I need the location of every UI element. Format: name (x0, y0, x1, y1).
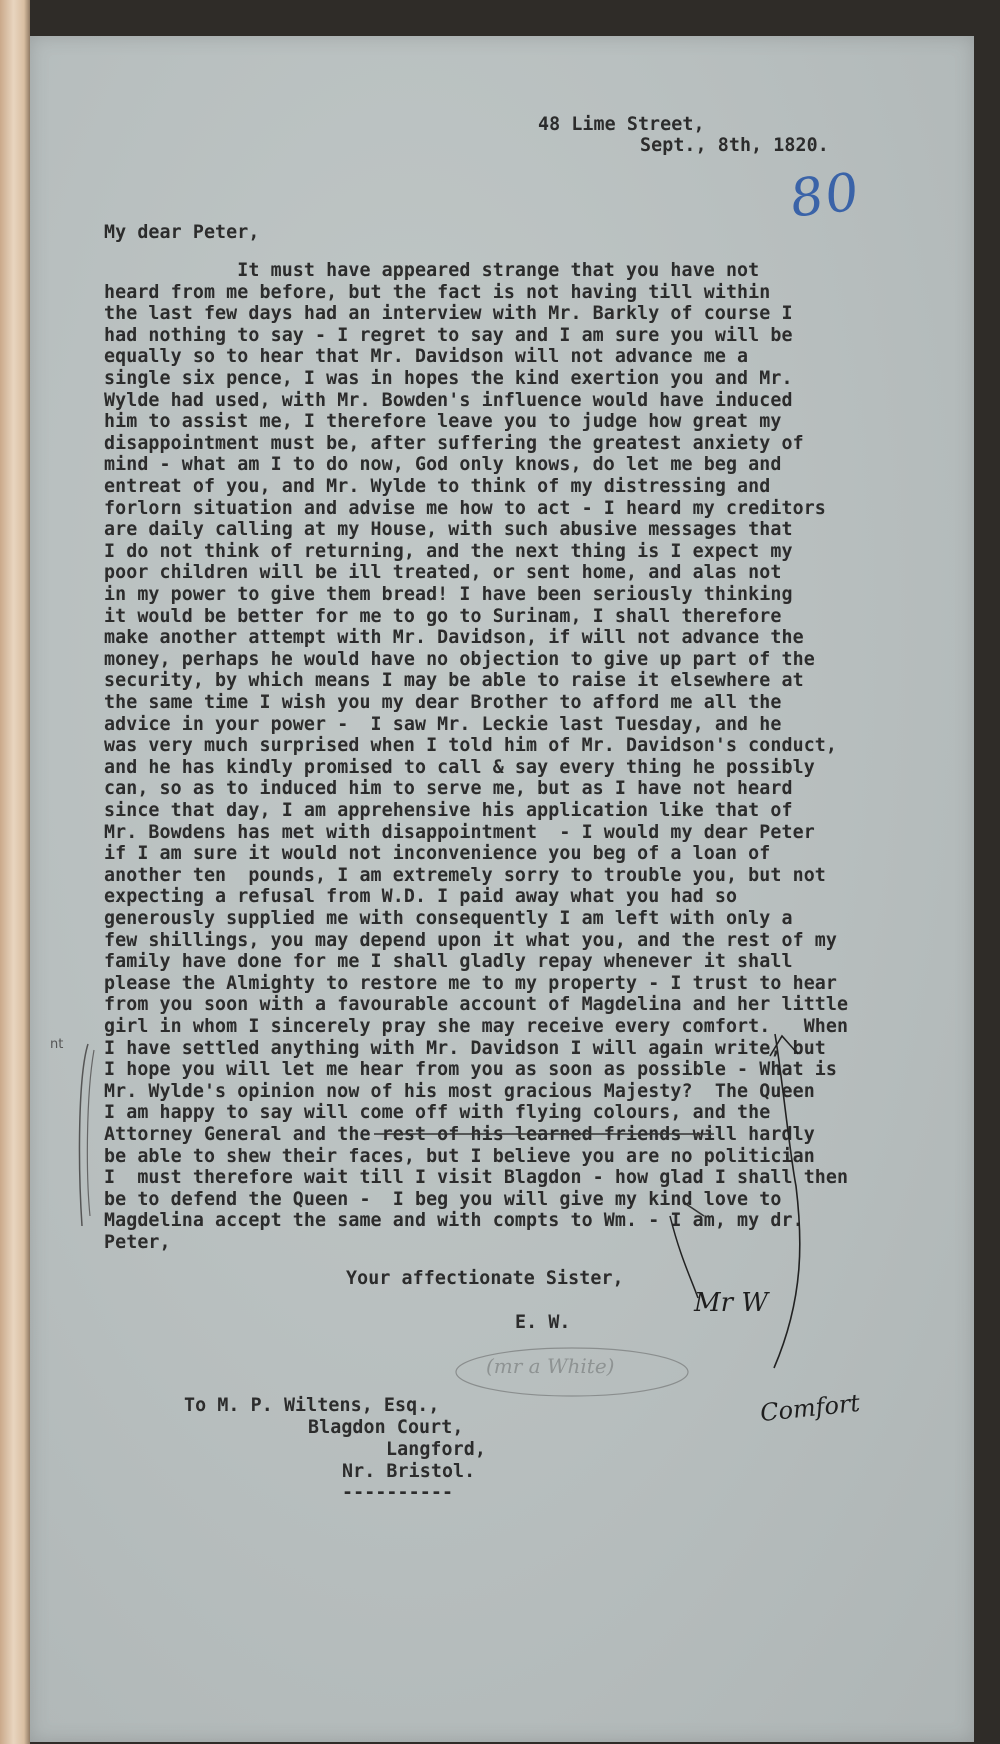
body-line: family have done for me I shall gladly repay whenever it shall (104, 951, 793, 973)
body-line: Magdelina accept the same and with compts to Wm. - I am, my dr. (104, 1210, 804, 1232)
body-line: girl in whom I sincerely pray she may receive every comfort. When (104, 1016, 849, 1037)
body-line: in my power to give them bread! I have been seriously thinking (104, 584, 793, 605)
body-line: another ten pounds, I am extremely sorry to trouble you, but not (104, 864, 826, 886)
body-line: it would be better for me to go to Surinam, I shall therefore (104, 605, 782, 627)
body-line: heard from me before, but the fact is not having till within (104, 281, 771, 303)
body-line: Peter, (104, 1232, 171, 1253)
body-line: if I am sure it would not inconvenience you beg of a loan of (104, 843, 771, 865)
handwritten-comfort: Comfort (758, 1388, 862, 1428)
typed-letter (30, 36, 974, 1742)
salutation: My dear Peter, (104, 222, 260, 243)
body-line: expecting a refusal from W.D. I paid away what you had so (104, 886, 738, 908)
body-line: Attorney General and the rest of his learned friends will hardly (104, 1124, 815, 1145)
body-line: from you soon with a favourable account of Magdelina and her little (104, 994, 849, 1016)
body-line: and he has kindly promised to call & say every thing he possibly (104, 756, 815, 778)
body-line: security, by which means I may be able to raise it elsewhere at (104, 670, 804, 692)
margin-note: nt (50, 1037, 64, 1052)
address-line-1: 48 Lime Street, (538, 114, 705, 135)
recipient-city: Nr. Bristol. (342, 1461, 476, 1482)
body-line: advice in your power - I saw Mr. Leckie last Tuesday, and he (104, 713, 782, 735)
recipient-town: Langford, (386, 1439, 486, 1460)
body-line: Mr. Bowdens has met with disappointment - I would my dear Peter (104, 821, 815, 843)
body-line: him to assist me, I therefore leave you to judge how great my (104, 411, 782, 433)
body-line: entreat of you, and Mr. Wylde to think of my distressing and (104, 476, 771, 497)
body-line: was very much surprised when I told him of Mr. Davidson's conduct, (104, 735, 838, 757)
letter-sheet (30, 36, 974, 1742)
address-date: Sept., 8th, 1820. (640, 135, 829, 156)
body-line: Mr. Wylde's opinion now of his most gracious Majesty? The Queen (104, 1080, 815, 1102)
handwritten-mr-w: Mr W (694, 1288, 769, 1318)
body-line: be to defend the Queen - I beg you will give my kind love to (104, 1188, 782, 1210)
body-line: disappointment must be, after suffering the greatest anxiety of (104, 432, 804, 454)
recipient-name: To M. P. Wiltens, Esq., (184, 1395, 440, 1416)
page-number: 80 (789, 162, 862, 230)
body-line: I am happy to say will come off with flying colours, and the (104, 1102, 771, 1124)
body-line: forlorn situation and advise me how to act - I heard my creditors (104, 497, 826, 519)
body-line: are daily calling at my House, with such abusive messages that (104, 519, 793, 541)
body-line: equally so to hear that Mr. Davidson will not advance me a (104, 346, 749, 368)
body-line: poor children will be ill treated, or sent home, and alas not (104, 562, 782, 584)
body-line: Wylde had used, with Mr. Bowden's influence would have induced (104, 389, 793, 411)
body-line: mind - what am I to do now, God only knows, do let me beg and (104, 454, 782, 476)
body-line: few shillings, you may depend upon it what you, and the rest of my (104, 929, 838, 951)
body-line: I must therefore wait till I visit Blagdon - how glad I shall then (104, 1167, 849, 1189)
body-line: please the Almighty to restore me to my property - I trust to hear (104, 972, 838, 994)
pencil-name-note: (mr a White) (486, 1354, 615, 1378)
body-line: the last few days had an interview with Mr. Barkly of course I (104, 303, 793, 325)
body-line: had nothing to say - I regret to say and I am sure you will be (104, 324, 793, 346)
recipient-house: Blagdon Court, (308, 1417, 464, 1438)
signature: E. W. (515, 1312, 571, 1333)
closing: Your affectionate Sister, (346, 1268, 624, 1289)
body-line: make another attempt with Mr. Davidson, if will not advance the (104, 627, 804, 649)
body-line: I hope you will let me hear from you as soon as possible - What is (104, 1059, 838, 1081)
body-line: I have settled anything with Mr. Davidson I will again write, but (104, 1037, 826, 1059)
body-line: generously supplied me with consequently I am left with only a (104, 908, 793, 929)
body-line: the same time I wish you my dear Brother to afford me all the (104, 692, 782, 713)
body-line: money, perhaps he would have no objection to give up part of the (104, 648, 815, 670)
body-line: single six pence, I was in hopes the kind exertion you and Mr. (104, 368, 793, 389)
body-line: can, so as to induced him to serve me, but as I have not heard (104, 778, 793, 800)
body-line: I do not think of returning, and the next thing is I expect my (104, 540, 793, 562)
body-line: be able to shew their faces, but I believe you are no politician (104, 1145, 815, 1167)
address-rule: ---------- (342, 1482, 454, 1503)
body-line: since that day, I am apprehensive his application like that of (104, 800, 793, 821)
body-line: It must have appeared strange that you have not (104, 260, 760, 281)
book-binding-edge (0, 0, 30, 1744)
